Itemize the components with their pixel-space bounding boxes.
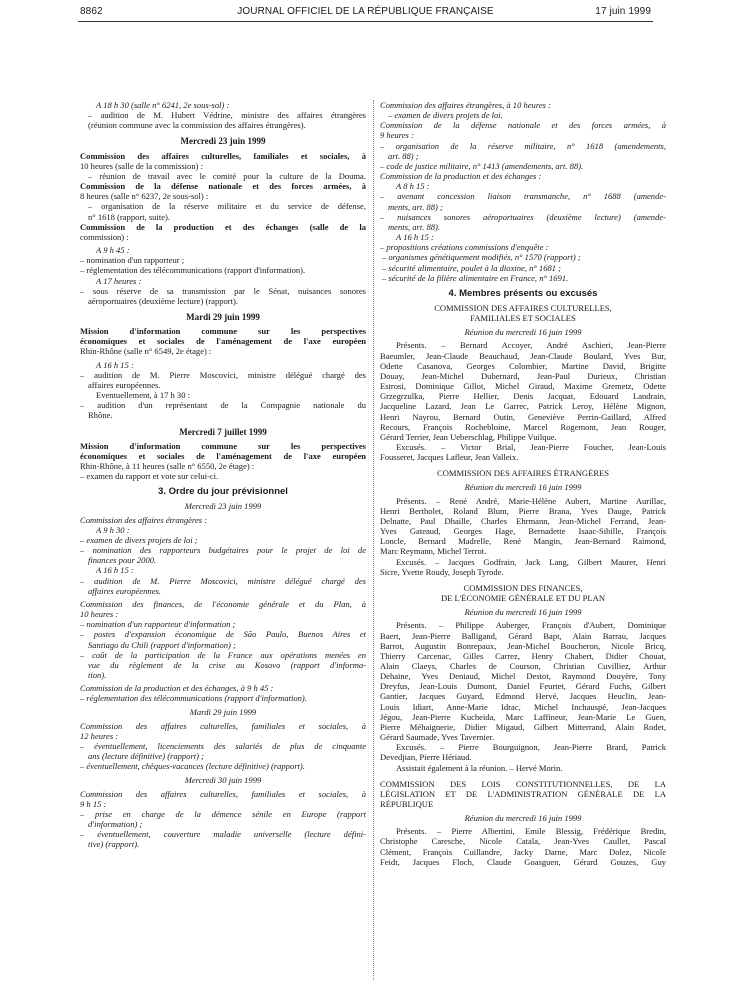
- text-line: Réunion du mercredi 16 juin 1999: [464, 607, 582, 618]
- text-line: 9 h 15 :: [80, 798, 107, 809]
- text-line: Fousseret, Jacques Lafleur, Jean Valleix.: [380, 452, 519, 463]
- text-line: A 16 h 15 :: [96, 565, 134, 576]
- right-column: [380, 100, 666, 867]
- text-line: – nomination d'un rapporteur d'information ;: [80, 619, 236, 630]
- text-line: Rhin-Rhône (salle n° 6549, 2e étage) :: [80, 346, 212, 357]
- text-line: – propositions créations commissions d'enquête :: [380, 242, 549, 253]
- text-line: – postes d'expansion économique de São Paulo, Buenos Aires et: [80, 629, 366, 640]
- text-line: A 9 h 45 :: [96, 245, 130, 256]
- text-line: 9 heures :: [380, 130, 414, 141]
- text-line: Mercredi 23 juin 1999: [184, 501, 262, 512]
- text-line: commission) :: [80, 231, 129, 242]
- text-line: Rhin-Rhône, à 11 heures (salle n° 6550, 2e étage) :: [80, 461, 255, 471]
- text-line: Jacqueline Lazard, Jean Le Garrec, Patrick Leroy, Hélène Mignon,: [380, 401, 666, 412]
- text-line: Commission des affaires culturelles, familiales et sociales, à: [80, 788, 366, 799]
- text-line: Réunion du mercredi 16 juin 1999: [464, 813, 582, 824]
- text-line: – audition de M. Pierre Moscovici, ministre délégué chargé des: [80, 369, 366, 380]
- text-line: Delnatte, Paul Dhaille, Charles Ehrmann, Jean-Michel Ferrand, Jean-: [380, 515, 666, 526]
- text-line: – éventuellement, chèques-vacances (lecture définitive) (rapport).: [80, 761, 305, 772]
- text-line: Santiago du Chili (rapport d'information) ;: [88, 639, 236, 650]
- text-line: COMMISSION DES LOIS CONSTITUTIONNELLES, DE LA: [380, 778, 666, 789]
- text-line: Eventuellement, à 17 h 30 :: [96, 390, 190, 401]
- text-line: Mardi 29 juin 1999: [186, 311, 260, 322]
- text-line: Dehaine, Yves Deniaud, Michel Destot, Raymond Douyère, Tony: [380, 671, 666, 682]
- text-line: finances pour 2000.: [88, 555, 157, 566]
- text-line: Présents. – Pierre Albertini, Emile Blessig, Frédérique Bredin,: [396, 826, 666, 837]
- text-line: – code de justice militaire, n° 1413 (amendements, art. 88).: [380, 160, 584, 171]
- text-line: affaires européennes.: [88, 585, 161, 596]
- text-line: – éventuellement, licenciements des salariés de plus de cinquante: [80, 740, 366, 751]
- text-line: Présents. – Bernard Accoyer, André Aschieri, Jean-Pierre: [396, 340, 666, 351]
- text-line: Yves Gateaud, Georges Hage, Bernadette Isaac-Sibille, François: [380, 526, 666, 537]
- text-line: Mission d'information commune sur les perspectives: [80, 326, 366, 337]
- header-rule: [78, 21, 653, 22]
- text-line: DE L'ÉCONOMIE GÉNÉRALE ET DU PLAN: [441, 593, 605, 604]
- text-line: Commission de la défense nationale et des forces armées, à: [380, 120, 666, 131]
- text-line: Grzegrzulka, Pierre Hellier, Denis Jacquat, Edouard Landrain,: [380, 391, 666, 402]
- text-line: – avenant concession liaison transmanche, n° 1688 (amende-: [380, 191, 666, 202]
- text-line: – réunion de travail avec le comité pour la culture de la Douma.: [88, 170, 366, 181]
- text-line: – nomination d'un rapporteur ;: [80, 255, 185, 266]
- text-line: Présents. – René André, Marie-Hélène Aubert, Martine Aurillac,: [396, 495, 666, 506]
- text-line: Jégou, Jean-Pierre Kucheida, Marc Laffineur, Jean-Marie Le Guen,: [380, 711, 666, 722]
- text-line: – coût de la participation de la France aux opérations menées en: [80, 649, 366, 660]
- text-line: Dreyfus, Jean-Louis Dumont, Daniel Feurtet, Gérard Fuchs, Gilbert: [380, 681, 666, 692]
- text-line: ments, art. 88) ;: [388, 201, 443, 212]
- page-header: [0, 0, 731, 26]
- text-line: 4. Membres présents ou excusés: [448, 288, 598, 299]
- text-line: tive) (rapport).: [88, 839, 140, 850]
- text-line: COMMISSION DES FINANCES,: [463, 582, 583, 593]
- text-line: A 8 h 15 :: [396, 181, 430, 192]
- text-line: ments, art. 88).: [388, 221, 440, 232]
- issue-date: 17 juin 1999: [595, 6, 651, 17]
- text-line: Alain Claeys, Charles de Courson, Christian Cuvilliez, Arthur: [380, 660, 666, 671]
- text-line: – organismes génétiquement modifiés, n° 1570 (rapport) ;: [382, 252, 581, 263]
- text-line: A 18 h 30 (salle n° 6241, 2e sous-sol) :: [96, 100, 230, 110]
- text-line: Commission des affaires culturelles, familiales et sociales, à: [80, 720, 366, 731]
- text-line: Barrot, Augustin Bonrepaux, Jean-Michel Boucheron, Nicole Bricq,: [380, 640, 666, 651]
- left-column: [80, 100, 366, 849]
- journal-title: JOURNAL OFFICIEL DE LA RÉPUBLIQUE FRANÇAISE: [237, 6, 494, 17]
- text-line: 3. Ordre du jour prévisionnel: [158, 487, 288, 498]
- text-line: 10 heures (salle de la commission) :: [80, 160, 203, 171]
- text-line: COMMISSION DES AFFAIRES ÉTRANGÈRES: [437, 468, 609, 479]
- text-line: Mercredi 30 juin 1999: [184, 775, 262, 786]
- text-line: Réunion du mercredi 16 juin 1999: [464, 482, 582, 493]
- text-line: – audition de M. Hubert Védrine, ministre des affaires étrangères: [88, 110, 366, 121]
- text-line: Odette Casanova, Georges Colombier, Martine David, Brigitte: [380, 360, 666, 371]
- text-line: Thierry Carcenac, Gilles Carrez, Henry Chabert, Didier Chouat,: [380, 650, 666, 661]
- text-line: Gérard Terrier, Jean Ueberschlag, Philippe Vuilque.: [380, 431, 557, 442]
- text-line: – sécurité alimentaire, poulet à la dioxine, n° 1681 ;: [382, 262, 561, 273]
- text-line: économiques et sociales de l'aménagement de l'axe européen: [80, 336, 366, 347]
- text-line: Commission des affaires étrangères :: [80, 514, 208, 525]
- text-line: Christophe Caresche, Nicole Catala, Jean-Yves Caullet, Pascal: [380, 836, 666, 847]
- text-line: Sicre, Yvette Roudy, Joseph Tyrode.: [380, 566, 504, 577]
- text-line: Excusés. – Pierre Bourguignon, Jean-Pierre Brard, Patrick: [396, 742, 666, 753]
- text-line: Assistait également à la réunion. – Hervé Morin.: [396, 762, 563, 773]
- text-line: – examen du rapport et vote sur celui-ci.: [80, 471, 219, 482]
- text-line: Pierre Méhaignerie, Didier Migaud, Gilbert Mitterrand, Alain Rodet,: [380, 721, 666, 732]
- text-line: Excusés. – Jacques Godfrain, Jack Lang, Gilbert Maurer, Henri: [396, 556, 666, 567]
- text-line: Clément, François Cuillandre, Jacky Darne, Marc Dolez, Nicole: [380, 846, 666, 857]
- text-line: n° 1618 (rapport, suite).: [88, 211, 170, 222]
- text-line: économiques et sociales de l'aménagement de l'axe européen: [80, 450, 366, 461]
- text-line: Recours, François Rochebloine, Marcel Rogemont, Jean Rouger,: [380, 421, 666, 432]
- text-line: – sécurité de la filière alimentaire en France, n° 1691.: [382, 272, 569, 283]
- text-line: Estrosi, Dominique Gillot, Michel Giraud, Maxime Gremetz, Odette: [380, 381, 666, 392]
- text-line: Feidt, Jacques Floch, Claude Goasguen, Gérard Gouzes, Guy: [380, 856, 666, 867]
- text-line: Mercredi 23 juin 1999: [180, 136, 266, 147]
- text-line: – réglementation des télécommunications (rapport d'information).: [80, 693, 307, 704]
- text-line: Marc Reymann, Michel Terrot.: [380, 546, 487, 557]
- text-line: 8 heures (salle n° 6237, 2e sous-sol) :: [80, 191, 209, 202]
- text-line: A 16 h 15 :: [396, 232, 434, 243]
- text-line: – audition de M. Pierre Moscovici, ministre délégué chargé des: [80, 575, 366, 586]
- text-line: Commission de la production et des échanges, à 9 h 45 :: [80, 683, 274, 694]
- text-line: Mission d'information commune sur les perspectives: [80, 440, 366, 451]
- text-line: Baert, Jean-Pierre Balligand, Gérard Bapt, Alain Barrau, Jacques: [380, 630, 666, 641]
- text-line: Excusés. – Victor Brial, Jean-Pierre Foucher, Jean-Louis: [396, 442, 666, 452]
- text-line: – audition d'un représentant de la Compagnie nationale du: [80, 400, 366, 411]
- text-line: – examen de divers projets de loi ;: [80, 534, 198, 545]
- text-line: Mardi 29 juin 1999: [189, 707, 257, 718]
- text-line: – éventuellement, couverture maladie universelle (lecture défini-: [80, 829, 366, 840]
- text-line: Commission des affaires étrangères, à 10 heures :: [380, 100, 551, 110]
- text-line: – examen de divers projets de loi.: [388, 110, 503, 121]
- text-line: A 9 h 30 :: [96, 524, 130, 535]
- text-line: – organisation de la réserve militaire et du service de défense,: [88, 201, 366, 212]
- text-line: affaires européennes.: [88, 379, 161, 390]
- page-number: 8862: [80, 6, 103, 17]
- text-line: aéroportuaires (deuxième lecture) (rapport).: [88, 295, 238, 306]
- text-line: Loncle, Bernard Madrelle, René Mangin, Jean-Bernard Raimond,: [380, 536, 666, 547]
- text-line: Rhône.: [88, 410, 113, 421]
- text-line: Commission de la production et des échanges (salle de la: [80, 221, 366, 232]
- text-line: RÉPUBLIQUE: [380, 799, 434, 809]
- text-line: FAMILIALES ET SOCIALES: [470, 313, 576, 324]
- text-line: – nuisances sonores aéroportuaires (deuxième lecture) (amende-: [380, 211, 666, 222]
- text-line: Henri Bertholet, Roland Blum, Pierre Brana, Yves Dauge, Patrick: [380, 505, 666, 516]
- text-line: LÉGISLATION ET DE L'ADMINISTRATION GÉNÉRALE DE LA: [380, 788, 666, 799]
- text-line: Commission de la défense nationale et des forces armées, à: [80, 181, 366, 192]
- text-line: Douay, Jean-Michel Dubernard, Jean-Paul Durieux, Christian: [380, 370, 666, 381]
- text-line: Louis Idiart, Anne-Marie Idrac, Michel Inchauspé, Jean-Jacques: [380, 701, 666, 712]
- text-line: art. 88) ;: [388, 150, 419, 161]
- column-divider: [373, 100, 374, 980]
- text-line: A 17 heures :: [96, 275, 142, 286]
- text-line: (réunion commune avec la commission des affaires étrangères).: [88, 120, 306, 131]
- text-line: 10 heures :: [80, 609, 119, 620]
- text-line: Gérard Saumade, Yves Tavernier.: [380, 732, 495, 743]
- text-line: Mercredi 7 juillet 1999: [179, 426, 267, 437]
- text-line: A 16 h 15 :: [96, 359, 134, 370]
- text-line: Commission des finances, de l'économie générale et du Plan, à: [80, 598, 366, 609]
- text-line: – nomination des rapporteurs budgétaires pour le projet de loi de: [80, 545, 366, 556]
- text-line: tion).: [88, 669, 107, 680]
- text-line: – prise en charge de la démence sénile en Europe (rapport: [80, 808, 366, 819]
- text-line: Présents. – Philippe Auberger, François d'Aubert, Dominique: [396, 620, 666, 631]
- text-line: 12 heures :: [80, 730, 119, 741]
- text-line: – sous réserve de sa transmission par le Sénat, nuisances sonores: [80, 285, 366, 296]
- text-line: Commission des affaires culturelles, familiales et sociales, à: [80, 150, 366, 161]
- text-line: d'information) ;: [88, 819, 143, 829]
- text-line: Baeumler, Jean-Claude Beauchaud, Jean-Claude Boulard, Yves Bur,: [380, 350, 666, 361]
- text-line: COMMISSION DES AFFAIRES CULTURELLES,: [434, 302, 612, 313]
- text-line: – réglementation des télécommunications (rapport d'information).: [80, 265, 306, 276]
- text-line: ans (lecture définitive) (rapport) ;: [88, 751, 204, 762]
- text-line: vue du règlement de la crise au Kosovo (rapport d'informa-: [88, 659, 366, 670]
- text-line: Henri Nayrou, Bernard Outin, Geneviève Perrin-Gaillard, Alfred: [380, 411, 666, 422]
- text-line: Gantier, Jacques Guyard, Edmond Hervé, Jacques Heuclin, Jean-: [380, 691, 666, 702]
- text-line: – organisation de la réserve militaire, n° 1618 (amendements,: [380, 140, 666, 151]
- text-line: Commission de la production et des échanges :: [380, 171, 542, 182]
- text-line: Réunion du mercredi 16 juin 1999: [464, 327, 582, 338]
- text-line: Devedjian, Pierre Hériaud.: [380, 752, 472, 763]
